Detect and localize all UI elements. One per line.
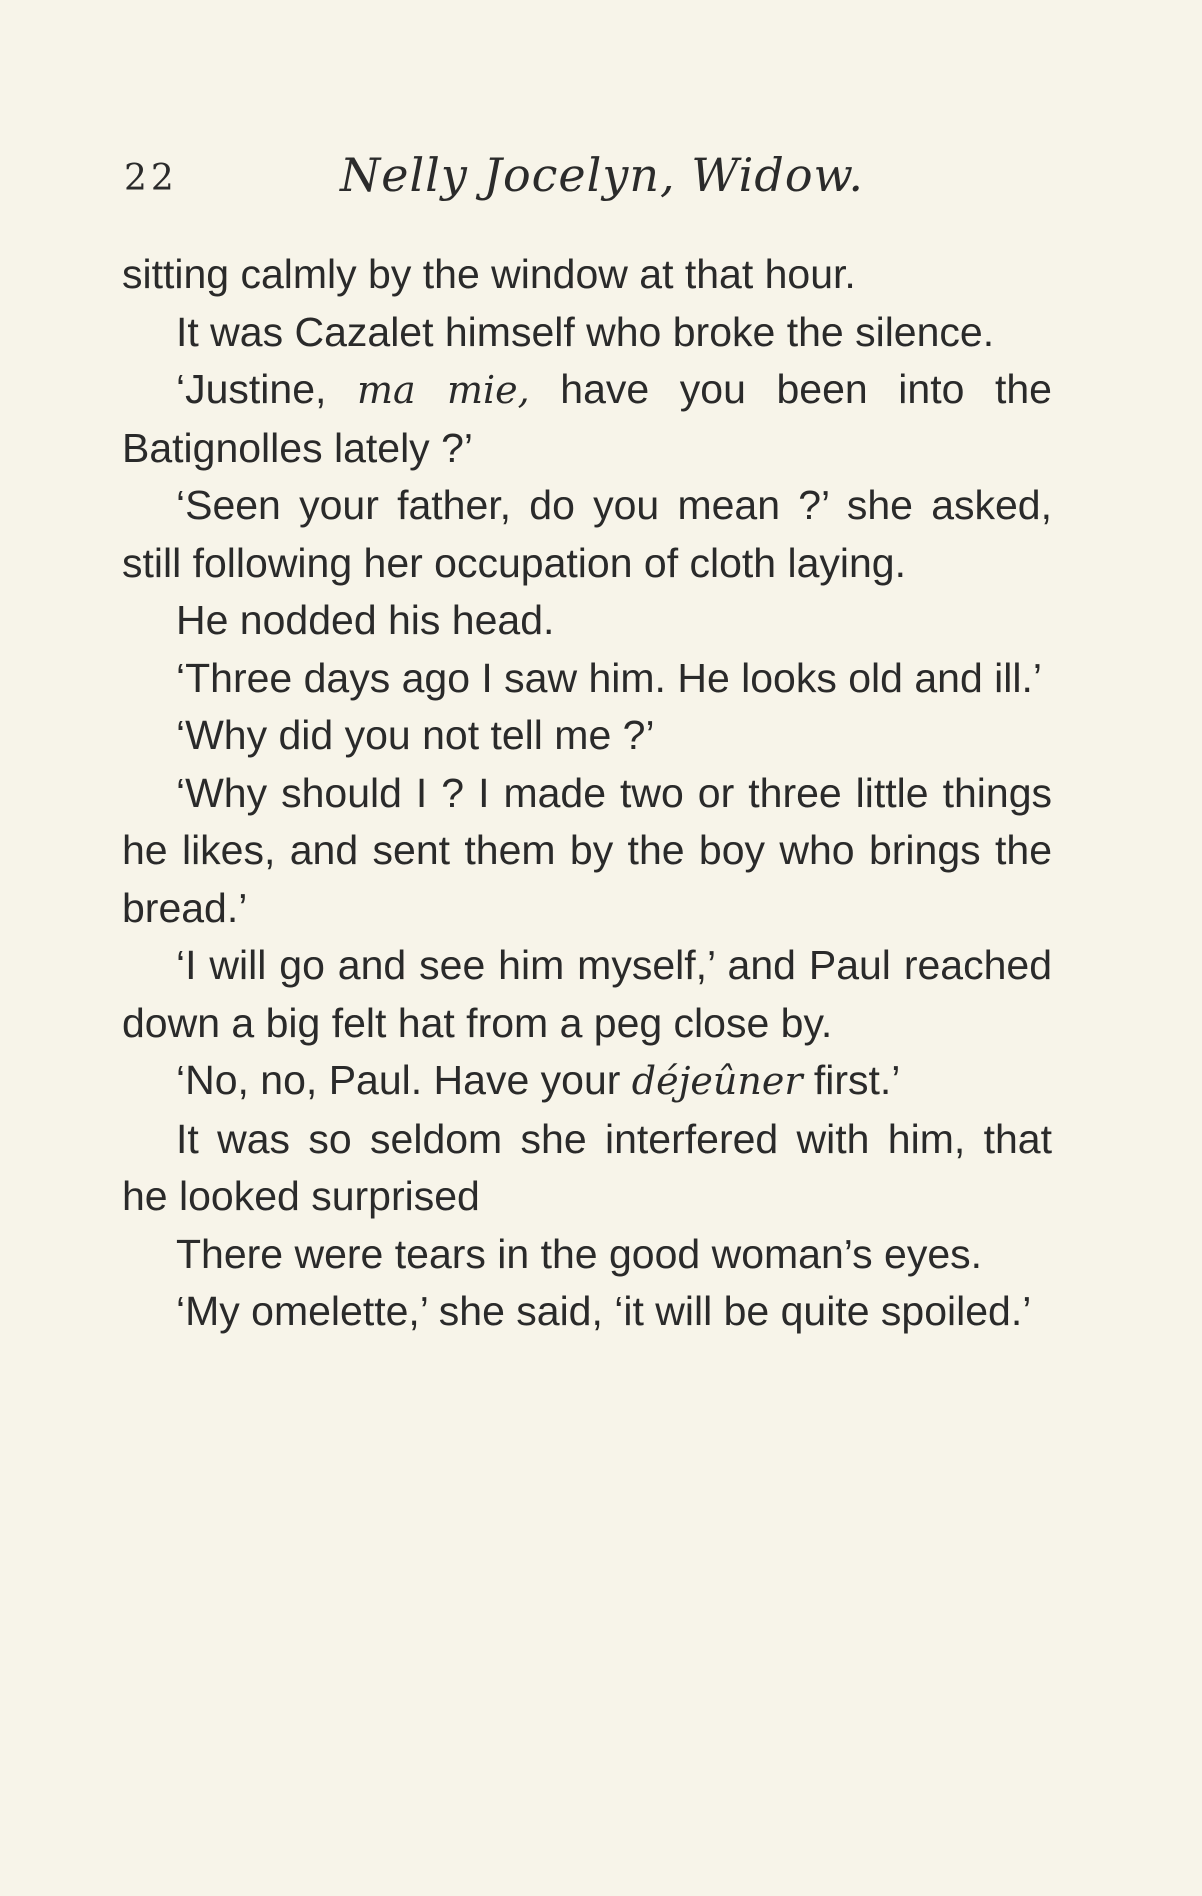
paragraph: ‘I will go and see him myself,’ and Paul reached down a big felt hat from a peg close by. — [122, 942, 1052, 1046]
paragraph-text: ‘Justine, — [176, 366, 357, 412]
page-number: 22 — [124, 158, 178, 199]
paragraph: ‘Why did you not tell me ?’ — [176, 712, 655, 758]
paragraph: ‘My omelette,’ she said, ‘it will be quite spoiled.’ — [176, 1288, 1032, 1334]
paragraph: ‘Three days ago I saw him. He looks old and ill.’ — [176, 654, 1042, 701]
paragraph-text: first.’ — [802, 1057, 901, 1103]
paragraph: There were tears in the good woman’s eyes. — [176, 1230, 983, 1277]
paragraph-text: have you been into the Batignolles lately ?’ — [122, 366, 1052, 471]
paragraph: It was so seldom she interfered with him, that he looked surprised — [122, 1115, 1052, 1219]
paragraph-text: ‘No, no, Paul. Have your — [176, 1057, 632, 1103]
italic-phrase: ma mie, — [357, 368, 530, 412]
paragraph: sitting calmly by the window at that hour. — [122, 251, 856, 297]
paragraph: It was Cazalet himself who broke the silence. — [176, 308, 995, 355]
book-title: Nelly Jocelyn, Widow. — [340, 148, 865, 202]
paragraph — [122, 361, 1052, 477]
paragraph — [122, 1052, 1052, 1111]
paragraph: ‘Why should I ? I made two or three little things he likes, and sent them by the boy who brings the bread.’ — [122, 769, 1052, 931]
italic-phrase: déjeûner — [631, 1059, 803, 1103]
paragraph: ‘Seen your father, do you mean ?’ she asked, still following her occupation of cloth laying. — [122, 482, 1052, 586]
running-head — [124, 140, 1054, 210]
body-text — [122, 246, 1052, 1341]
paragraph: He nodded his head. — [176, 597, 555, 643]
